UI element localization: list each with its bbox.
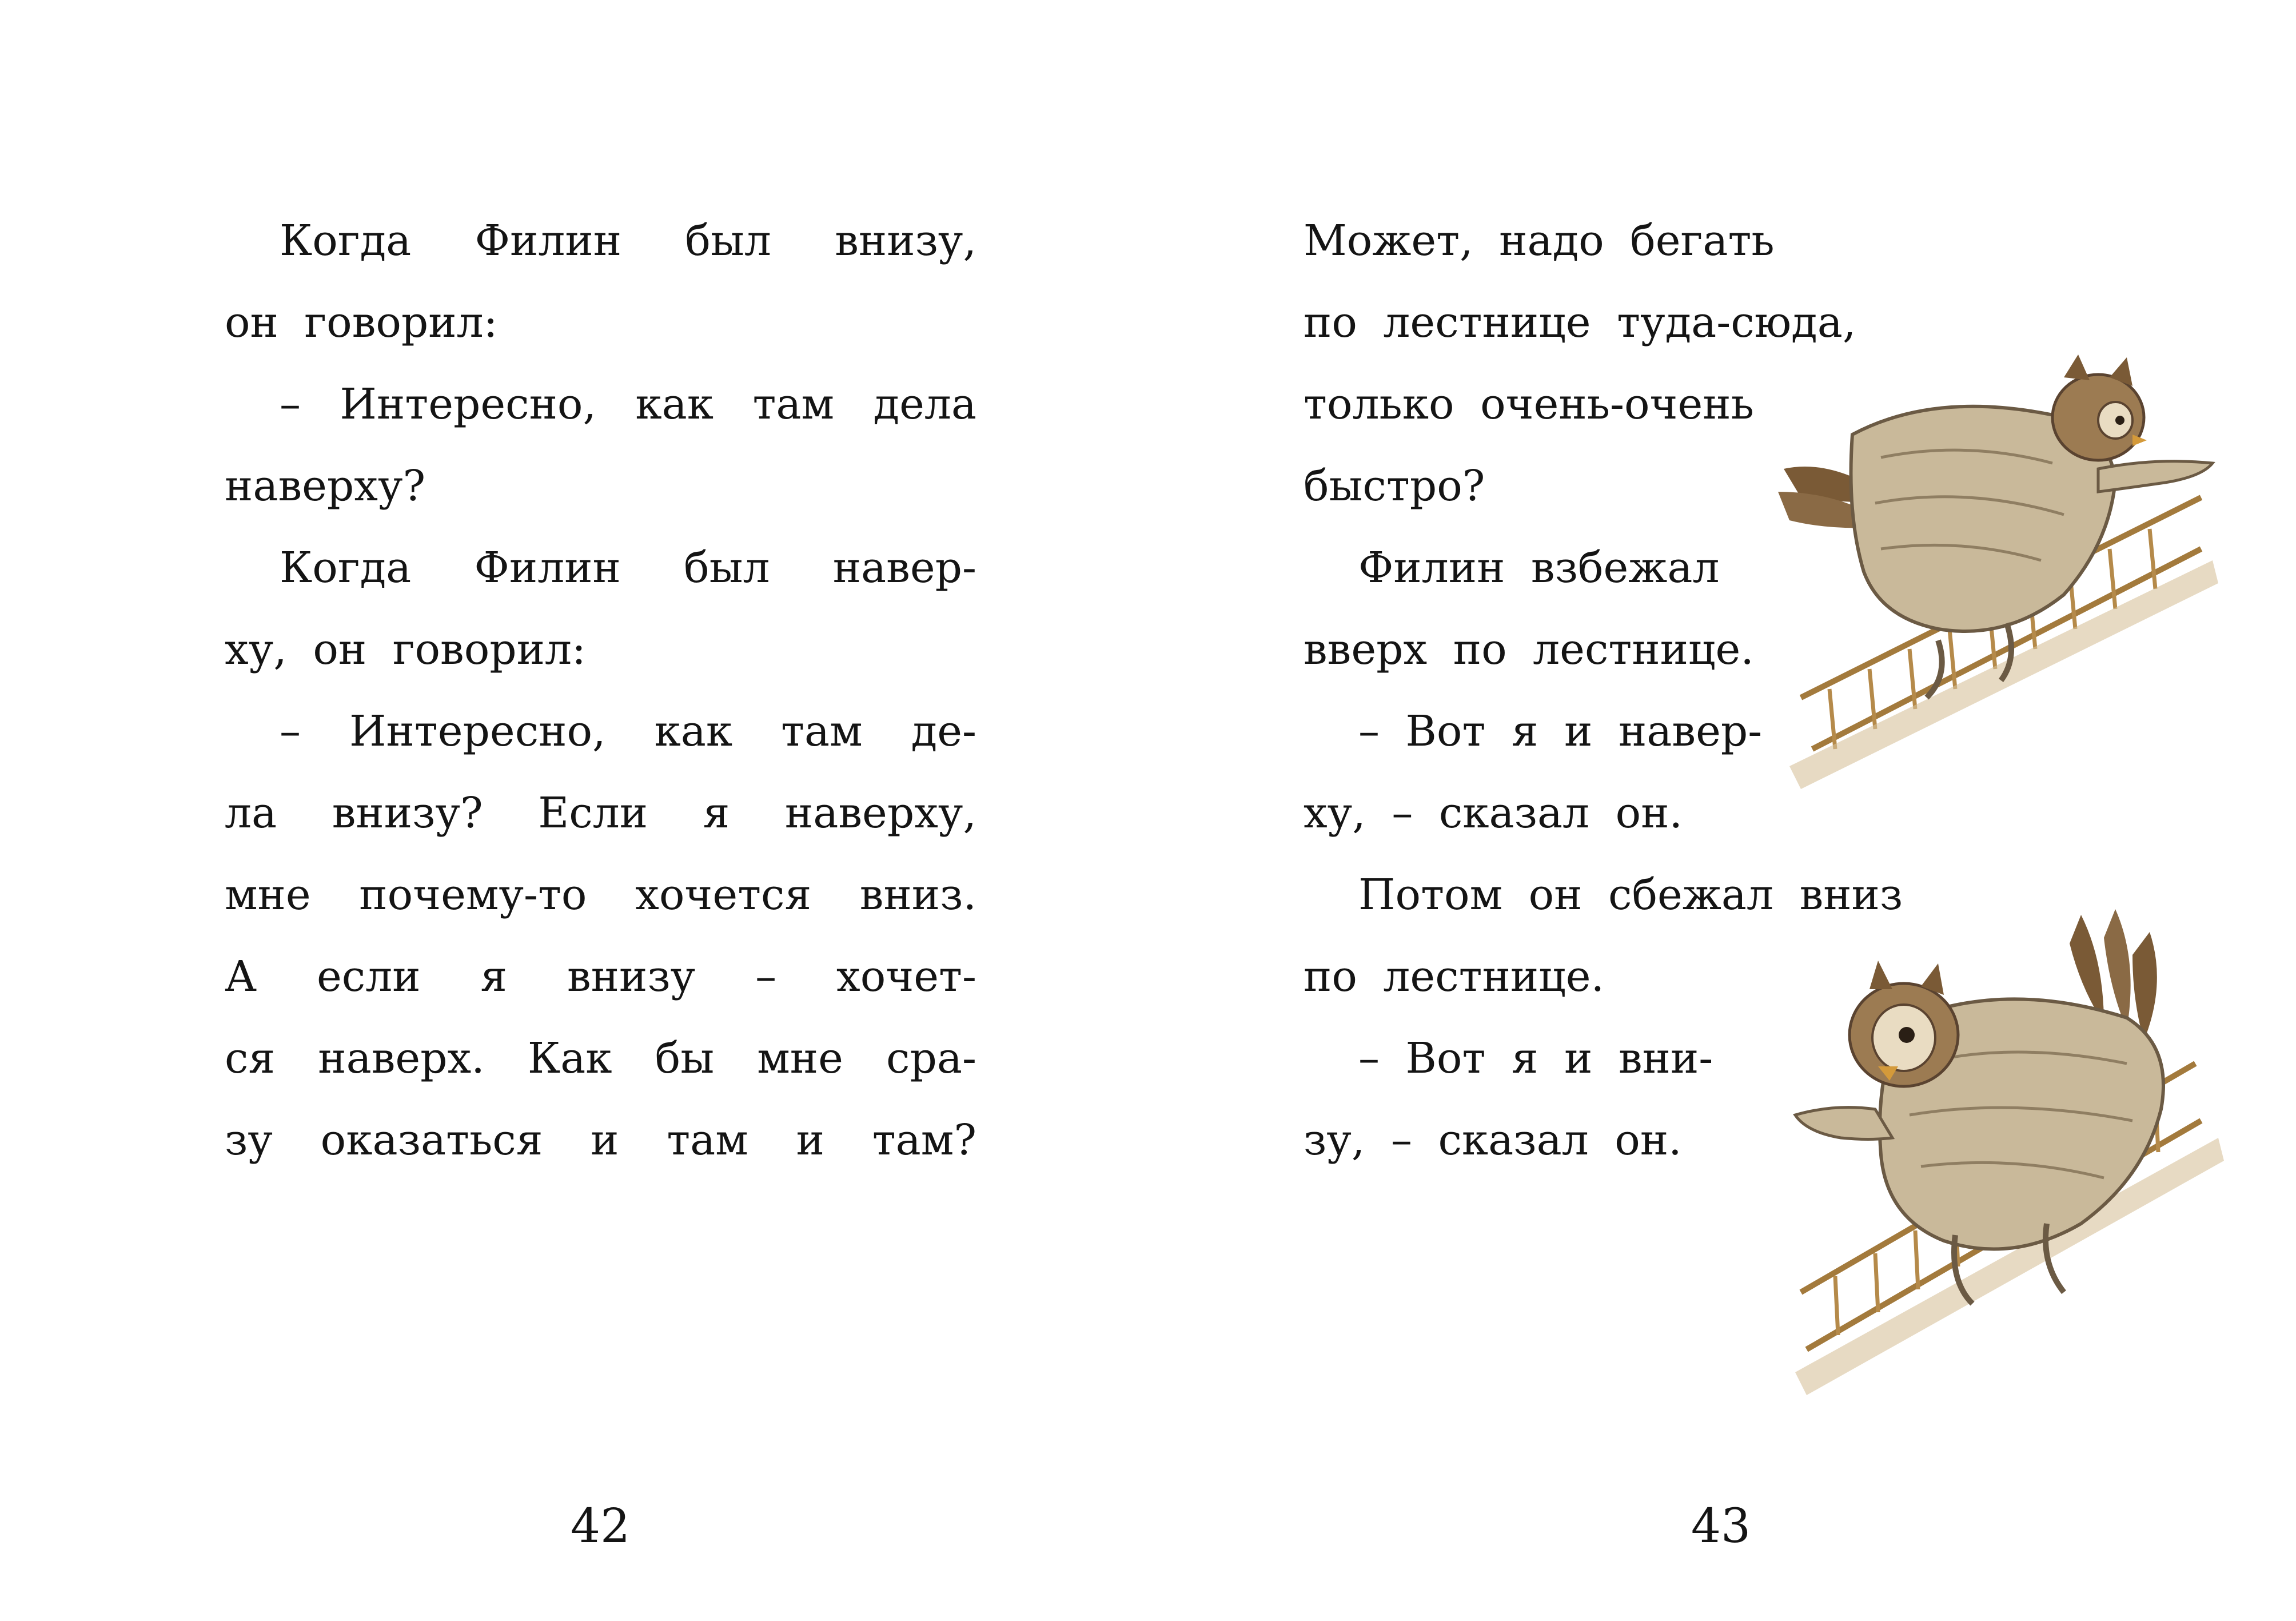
text-line: Может, надо бегать: [1304, 216, 1775, 265]
text-line: ла внизу? Если я наверху,: [225, 788, 976, 838]
text-line: зу оказаться и там и там?: [225, 1116, 976, 1165]
text-line: – Интересно, как там дела: [280, 380, 976, 429]
left-page-text: [225, 200, 976, 1181]
text-line: Филин взбежал: [1358, 543, 1720, 592]
text-line: по лестнице туда-сюда,: [1304, 298, 1856, 347]
text-line: вверх по лестнице.: [1304, 625, 1754, 674]
page-number: 43: [1691, 1499, 1751, 1554]
text-line: ся наверх. Как бы мне сра-: [225, 1034, 976, 1083]
text-line: Потом он сбежал вниз: [1358, 870, 1903, 919]
text-line: он говорил:: [225, 298, 498, 347]
text-line: Когда Филин был навер-: [280, 543, 976, 592]
text-line: быстро?: [1304, 461, 1485, 511]
text-line: зу, – сказал он.: [1304, 1116, 1682, 1165]
owl-running-down-icon: [1784, 892, 2253, 1441]
text-line: – Вот я и навер-: [1358, 707, 1763, 756]
text-line: по лестнице.: [1304, 952, 1605, 1001]
text-line: Когда Филин был внизу,: [280, 216, 976, 265]
text-line: – Интересно, как там де-: [280, 707, 976, 756]
text-line: ху, – сказал он.: [1304, 788, 1683, 838]
text-line: наверху?: [225, 461, 426, 511]
text-line: мне почему-то хочется вниз.: [225, 870, 976, 919]
text-line: только очень-очень: [1304, 380, 1754, 429]
owl-running-up-icon: [1767, 355, 2235, 789]
text-line: А если я внизу – хочет-: [225, 952, 976, 1001]
text-line: – Вот я и вни-: [1358, 1034, 1713, 1083]
text-line: ху, он говорил:: [225, 625, 586, 674]
page-number: 42: [570, 1499, 631, 1554]
